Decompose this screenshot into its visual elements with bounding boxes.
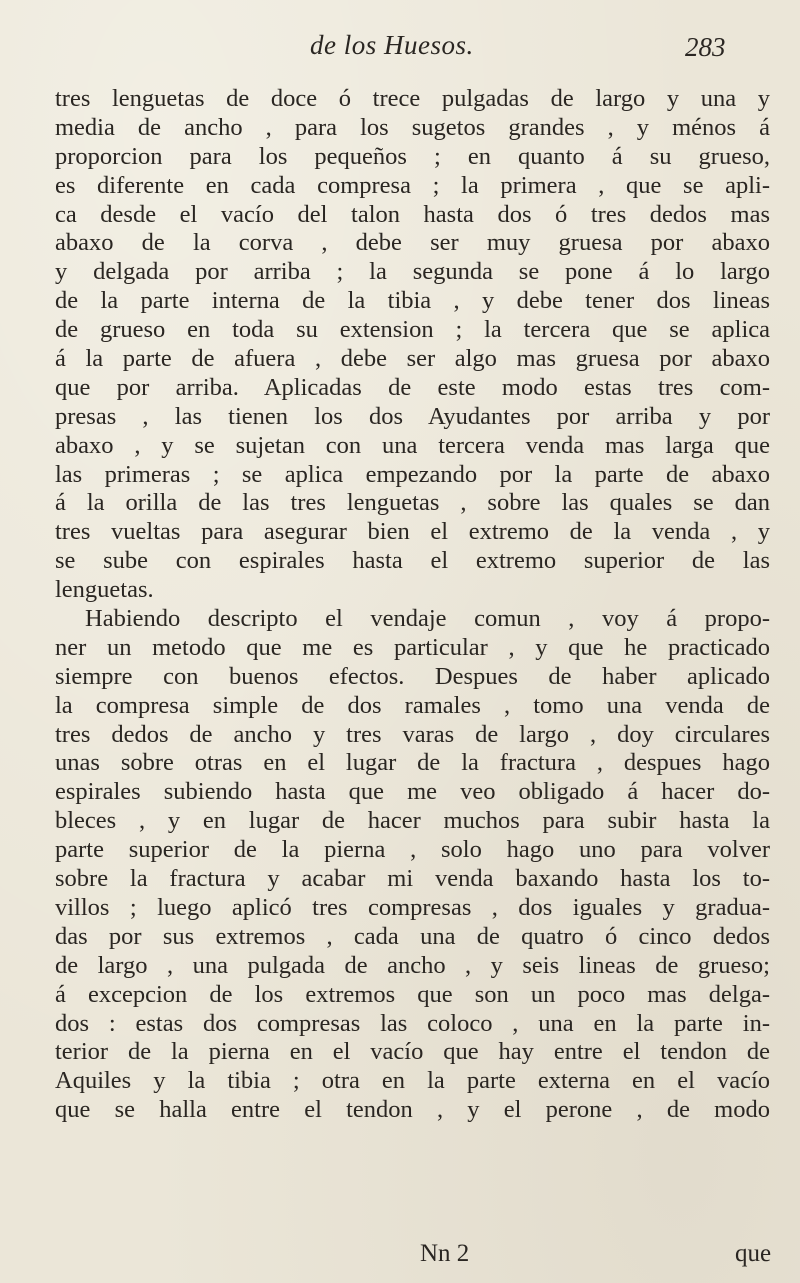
text-line: das por sus extremos , cada una de quatro ó cinco dedos	[55, 922, 770, 950]
text-line: de grueso en toda su extension ; la tercera que se aplica	[55, 316, 770, 344]
text-line: que por arriba. Aplicadas de este modo estas tres com-	[55, 373, 770, 401]
text-line: es diferente en cada compresa ; la primera , que se apli-	[55, 171, 770, 199]
text-line: proporcion para los pequeños ; en quanto á su grueso,	[55, 142, 770, 170]
text-line: espirales subiendo hasta que me veo obligado á hacer do-	[55, 778, 770, 806]
text-line: sobre la fractura y acabar mi venda baxando hasta los to-	[55, 865, 770, 893]
text-line: de largo , una pulgada de ancho , y seis lineas de grueso;	[55, 951, 770, 979]
text-line: Aquiles y la tibia ; otra en la parte externa en el vacío	[55, 1067, 770, 1095]
text-line: Habiendo descripto el vendaje comun , voy á propo-	[85, 605, 770, 633]
catchword: que	[735, 1240, 772, 1267]
text-line: dos : estas dos compresas las coloco , una en la parte in-	[55, 1009, 770, 1037]
text-line: villos ; luego aplicó tres compresas , dos iguales y gradua-	[55, 893, 770, 921]
text-line: terior de la pierna en el vacío que hay entre el tendon de	[55, 1038, 770, 1066]
text-line: abaxo de la corva , debe ser muy gruesa por abaxo	[55, 229, 770, 257]
page-number: 283	[685, 32, 726, 62]
text-line: lenguetas.	[55, 576, 154, 604]
text-line: tres lenguetas de doce ó trece pulgadas de largo y una y	[55, 85, 770, 112]
page-footer	[0, 1240, 800, 1274]
text-line: unas sobre otras en el lugar de la fractura , despues hago	[55, 749, 770, 777]
text-line: abaxo , y se sujetan con una tercera venda mas larga que	[55, 431, 770, 459]
text-line: presas , las tienen los dos Ayudantes por arriba y por	[55, 402, 770, 430]
running-title: de los Huesos.	[310, 30, 474, 60]
text-line: parte superior de la pierna , solo hago uno para volver	[55, 836, 770, 864]
text-line: siempre con buenos efectos. Despues de haber aplicado	[55, 662, 770, 690]
text-line: y delgada por arriba ; la segunda se pone á lo largo	[55, 258, 770, 286]
text-line: á la parte de afuera , debe ser algo mas gruesa por abaxo	[55, 345, 770, 373]
text-line: la compresa simple de dos ramales , tomo una venda de	[55, 691, 770, 719]
text-line: tres dedos de ancho y tres varas de largo , doy circulares	[55, 720, 770, 748]
body-text	[55, 85, 770, 1125]
text-line: á la orilla de las tres lenguetas , sobre las quales se dan	[55, 489, 770, 517]
text-line: bleces , y en lugar de hacer muchos para subir hasta la	[55, 807, 770, 835]
text-line: que se halla entre el tendon , y el perone , de modo	[55, 1096, 770, 1124]
signature-mark: Nn 2	[420, 1240, 470, 1267]
running-head	[0, 20, 800, 70]
text-line: de la parte interna de la tibia , y debe tener dos lineas	[55, 287, 770, 315]
text-line: ner un metodo que me es particular , y que he practicado	[55, 633, 770, 661]
text-line: ca desde el vacío del talon hasta dos ó tres dedos mas	[55, 200, 770, 228]
text-line: tres vueltas para asegurar bien el extremo de la venda , y	[55, 518, 770, 546]
text-line: á excepcion de los extremos que son un poco mas delga-	[55, 980, 770, 1008]
text-line: se sube con espirales hasta el extremo superior de las	[55, 547, 770, 575]
text-line: las primeras ; se aplica empezando por la parte de abaxo	[55, 460, 770, 488]
text-line: media de ancho , para los sugetos grandes , y ménos á	[55, 113, 770, 141]
